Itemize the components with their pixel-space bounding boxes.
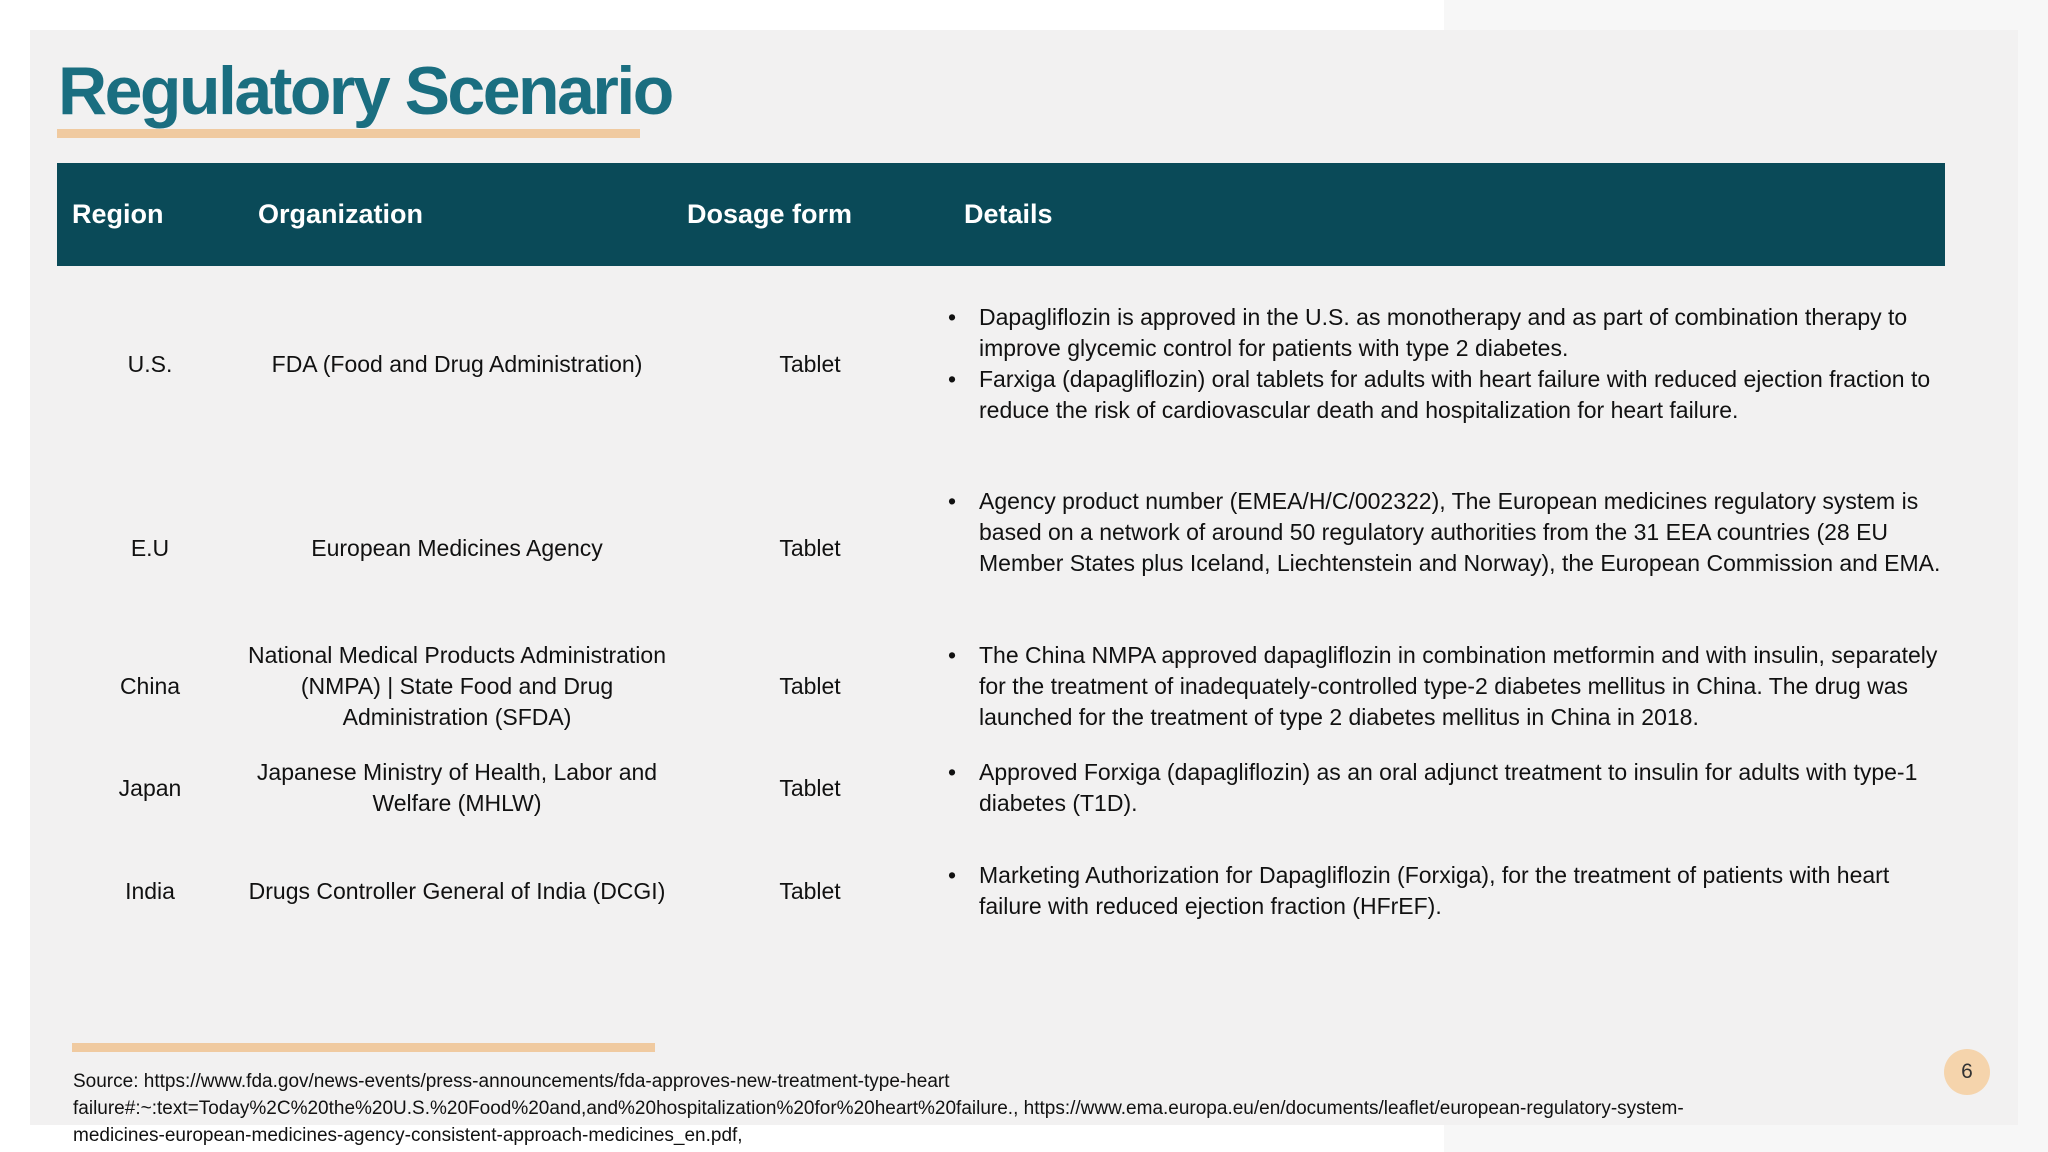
source-line: medicines-european-medicines-agency-consistent-approach-medicines_en.pdf, [73,1125,743,1146]
header-organization: Organization [258,199,424,229]
source-line: Source: https://www.fda.gov/news-events/press-announcements/fda-approves-new-treatment-type-heart [73,1071,950,1092]
header-details: Details [964,199,1053,229]
cell-organization: European Medicines Agency [311,534,603,561]
details-bullet: • The China NMPA approved dapagliflozin in combination metformin and with insulin, separately for the treatment of inadequately-controlled type-2 diabetes mellitus in China. The drug was launched for the treatment of type 2 diabetes mellitus in China in 2018. [944,640,1944,733]
details-bullet: • Marketing Authorization for Dapagliflozin (Forxiga), for the treatment of patients with heart failure with reduced ejection fraction (HFrEF). [944,860,1944,922]
cell-region: Japan [118,774,182,801]
cell-details [944,757,1944,819]
source-line: failure#:~:text=Today%2C%20the%20U.S.%20Food%20and,and%20hospitalization%20for%20heart%20failure., https://www.ema.europa.eu/en/documents/leaflet/european-regulatory-system- [73,1098,1684,1119]
page-title: Regulatory Scenario [58,53,672,129]
cell-organization: Japanese Ministry of Health, Labor and Welfare (MHLW) [256,759,658,816]
cell-region: India [125,877,175,904]
cell-details [944,640,1944,733]
header-dosage-form: Dosage form [687,199,853,229]
cell-dosage-form: Tablet [779,877,841,904]
cell-region: E.U [130,534,170,561]
details-bullet: • Agency product number (EMEA/H/C/002322), The European medicines regulatory system is based on a network of around 50 regulatory authorities from the 31 EEA countries (28 EU Member States plus Iceland, Liechtenstein and Norway), the European Commission and EMA. [944,486,1944,579]
cell-details [944,860,1944,922]
details-bullet: • Dapagliflozin is approved in the U.S. as monotherapy and as part of combination therapy to improve glycemic control for patients with type 2 diabetes. [944,302,1944,364]
cell-region: China [119,672,181,699]
cell-dosage-form: Tablet [779,350,841,377]
table-header [57,163,1945,266]
details-bullet: • Approved Forxiga (dapagliflozin) as an oral adjunct treatment to insulin for adults with type-1 diabetes (T1D). [944,757,1944,819]
details-bullet: • Farxiga (dapagliflozin) oral tablets for adults with heart failure with reduced ejection fraction to reduce the risk of cardiovascular death and hospitalization for heart failure. [944,364,1944,426]
source-citation [73,1068,1973,1149]
cell-organization: Drugs Controller General of India (DCGI) [248,877,666,904]
source-divider [72,1043,655,1052]
cell-details [944,302,1944,426]
cell-organization: National Medical Products Administration (NMPA) | State Food and Drug Administration (SFDA) [247,641,667,730]
cell-dosage-form: Tablet [779,534,841,561]
cell-dosage-form: Tablet [779,672,841,699]
page-number-badge: 6 [1944,1049,1990,1095]
header-region: Region [72,199,164,229]
cell-organization: FDA (Food and Drug Administration) [271,350,643,377]
cell-region: U.S. [127,350,173,377]
cell-details [944,486,1944,579]
cell-dosage-form: Tablet [779,774,841,801]
title-underline [57,129,640,138]
